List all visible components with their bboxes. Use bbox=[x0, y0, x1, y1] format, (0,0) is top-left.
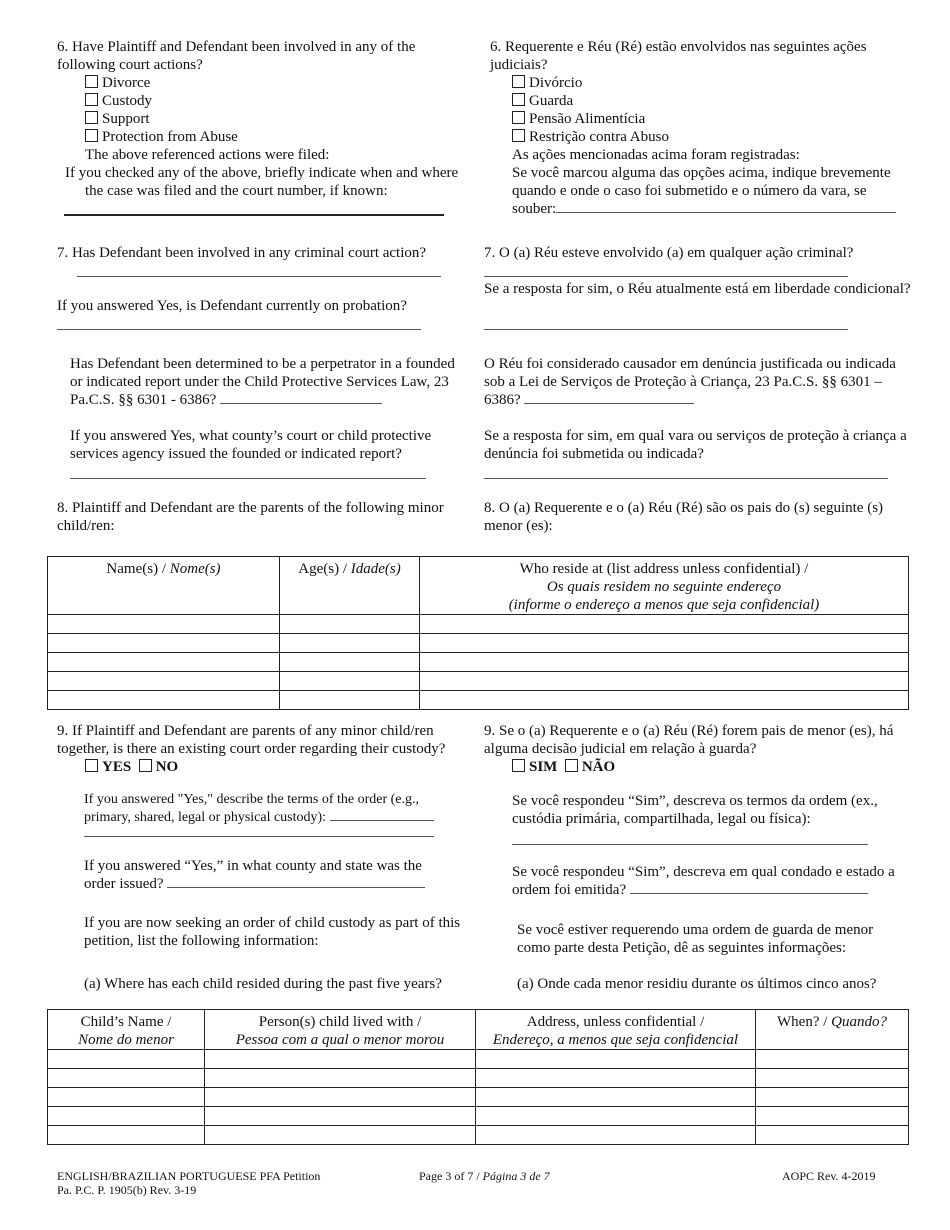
footer-page-number: Page 3 of 7 / Página 3 de 7 bbox=[419, 1169, 550, 1183]
table-row bbox=[48, 672, 909, 691]
q9-pt-where: Se você respondeu “Sim”, descreva em qual condado e estado a ordem foi emitida? bbox=[512, 864, 895, 898]
table-row bbox=[48, 1088, 909, 1107]
q7-en-county-line[interactable] bbox=[70, 478, 426, 479]
q9-pt-terms-line[interactable] bbox=[512, 844, 868, 845]
q6-en-filed: The above referenced actions were filed: bbox=[85, 147, 330, 163]
table-row bbox=[48, 1107, 909, 1126]
q7-en-probation: If you answered Yes, is Defendant currently on probation? bbox=[57, 298, 407, 314]
q7-pt-answer-line[interactable] bbox=[484, 276, 848, 277]
table-row bbox=[48, 615, 909, 634]
table-row bbox=[48, 691, 909, 710]
checkbox-icon[interactable] bbox=[85, 129, 98, 142]
sim-option[interactable]: SIM bbox=[512, 759, 557, 775]
q7-pt-perpetrator-line[interactable] bbox=[524, 391, 694, 404]
table-row bbox=[48, 1050, 909, 1069]
q9-en-question: 9. If Plaintiff and Defendant are parents of any minor child/ren together, is there an existing court order regarding their custody? bbox=[57, 723, 446, 757]
q6-en-answer-line[interactable] bbox=[64, 214, 444, 216]
q9-pt-resided: (a) Onde cada menor residiu durante os últimos cinco anos? bbox=[517, 976, 877, 992]
table-row bbox=[48, 1126, 909, 1145]
footer-left bbox=[57, 1169, 320, 1197]
nao-option[interactable]: NÃO bbox=[565, 759, 615, 775]
table-row bbox=[48, 653, 909, 672]
q9-en-resided: (a) Where has each child resided during the past five years? bbox=[84, 976, 442, 992]
col-child-name-header: Child’s Name / Nome do menor bbox=[48, 1010, 205, 1050]
checkbox-icon[interactable] bbox=[512, 129, 525, 142]
footer-form-name: ENGLISH/BRAZILIAN PORTUGUESE PFA Petition bbox=[57, 1169, 321, 1183]
residence-table bbox=[47, 1009, 909, 1145]
footer-aopc: AOPC Rev. 4-2019 bbox=[782, 1169, 876, 1183]
q7-pt-perpetrator: O Réu foi considerado causador em denúncia justificada ou indicada sob a Lei de Serviços de Proteção à Criança, 23 Pa.C.S. §§ 6301 – 6386? bbox=[484, 356, 896, 408]
q7-en-probation-line[interactable] bbox=[57, 329, 421, 330]
checkbox-icon[interactable] bbox=[139, 759, 152, 772]
q6-pt-answer-line[interactable] bbox=[556, 200, 896, 213]
q8-pt-question: 8. O (a) Requerente e o (a) Réu (Ré) são os pais do (s) seguinte (s) menor (es): bbox=[484, 500, 884, 534]
children-table-header bbox=[48, 557, 909, 615]
option-guarda[interactable]: Guarda bbox=[512, 92, 914, 110]
q9-en-terms: If you answered "Yes," describe the terms of the order (e.g., primary, shared, legal or physical custody): bbox=[84, 791, 444, 826]
col-when-header: When? / Quando? bbox=[756, 1010, 909, 1050]
q8-en-question: 8. Plaintiff and Defendant are the parents of the following minor child/ren: bbox=[57, 500, 444, 534]
option-pfa[interactable]: Protection from Abuse bbox=[85, 128, 467, 146]
q7-en-county: If you answered Yes, what county’s court or child protective services agency issued the founded or indicated report? bbox=[70, 428, 432, 462]
q7-en-answer-line[interactable] bbox=[77, 276, 441, 277]
q6-pt-options bbox=[484, 74, 914, 218]
option-divorcio[interactable]: Divórcio bbox=[512, 74, 914, 92]
checkbox-icon[interactable] bbox=[512, 93, 525, 106]
q9-pt-yes-no bbox=[484, 758, 914, 776]
table-row bbox=[48, 1069, 909, 1088]
q6-en-question: 6. Have Plaintiff and Defendant been involved in any of the following court actions? bbox=[57, 39, 416, 73]
q7-en-perpetrator-line[interactable] bbox=[220, 391, 382, 404]
residence-table-header bbox=[48, 1010, 909, 1050]
q9-pt-seeking: Se você estiver requerendo uma ordem de guarda de menor como parte desta Petição, dê as seguintes informações: bbox=[517, 922, 874, 956]
col-age-header: Age(s) / Idade(s) bbox=[280, 557, 420, 615]
checkbox-icon[interactable] bbox=[85, 111, 98, 124]
table-row bbox=[48, 634, 909, 653]
col-name-header: Name(s) / Nome(s) bbox=[48, 557, 280, 615]
q7-pt-question: 7. O (a) Réu esteve envolvido (a) em qualquer ação criminal? bbox=[484, 245, 854, 261]
q9-pt-where-line[interactable] bbox=[630, 881, 868, 894]
q9-en-yes-no bbox=[57, 758, 477, 776]
q6-pt bbox=[484, 38, 914, 218]
checkbox-icon[interactable] bbox=[512, 759, 525, 772]
q9-en bbox=[57, 722, 477, 776]
q7-en-question: 7. Has Defendant been involved in any criminal court action? bbox=[57, 245, 427, 261]
no-option[interactable]: NO bbox=[139, 759, 179, 775]
checkbox-icon[interactable] bbox=[512, 111, 525, 124]
q9-pt bbox=[484, 722, 914, 776]
checkbox-icon[interactable] bbox=[85, 759, 98, 772]
q7-pt-probation: Se a resposta for sim, o Réu atualmente está em liberdade condicional? bbox=[484, 281, 911, 297]
col-address-header: Who reside at (list address unless confidential) / Os quais residem no seguinte endereço (informe o endereço a menos que seja confidencial) bbox=[420, 557, 909, 615]
q6-en bbox=[57, 38, 467, 200]
option-divorce[interactable]: Divorce bbox=[85, 74, 467, 92]
q9-pt-question: 9. Se o (a) Requerente e o (a) Réu (Ré) forem pais de menor (es), há alguma decisão judicial em relação à guarda? bbox=[484, 723, 894, 757]
q9-en-where: If you answered “Yes,” in what county and state was the order issued? bbox=[84, 857, 454, 893]
q6-en-options bbox=[57, 74, 467, 164]
col-address-header: Address, unless confidential / Endereço, a menos que seja confidencial bbox=[476, 1010, 756, 1050]
q6-en-checked: If you checked any of the above, briefly indicate when and where the case was filed and the court number, if known: bbox=[65, 165, 459, 199]
yes-option[interactable]: YES bbox=[85, 759, 131, 775]
col-lived-with-header: Person(s) child lived with / Pessoa com a qual o menor morou bbox=[205, 1010, 476, 1050]
q6-pt-question: 6. Requerente e Réu (Ré) estão envolvidos nas seguintes ações judiciais? bbox=[490, 39, 867, 73]
q6-pt-checked: Se você marcou alguma das opções acima, indique brevemente quando e onde o caso foi submetido e o número da vara, se souber: bbox=[512, 164, 914, 218]
q9-en-terms-line2[interactable] bbox=[84, 836, 434, 837]
checkbox-icon[interactable] bbox=[512, 75, 525, 88]
q9-en-terms-line[interactable] bbox=[330, 808, 434, 821]
footer-rule: Pa. P.C. P. 1905(b) Rev. 3-19 bbox=[57, 1183, 197, 1197]
q7-pt-county-line[interactable] bbox=[484, 478, 888, 479]
q7-pt-probation-line[interactable] bbox=[484, 329, 848, 330]
q7-pt-county: Se a resposta for sim, em qual vara ou serviços de proteção à criança a denúncia foi submetida ou indicada? bbox=[484, 428, 907, 462]
checkbox-icon[interactable] bbox=[565, 759, 578, 772]
checkbox-icon[interactable] bbox=[85, 93, 98, 106]
option-pensao[interactable]: Pensão Alimentícia bbox=[512, 110, 914, 128]
q9-en-seeking: If you are now seeking an order of child custody as part of this petition, list the following information: bbox=[84, 915, 461, 949]
children-table bbox=[47, 556, 909, 710]
option-support[interactable]: Support bbox=[85, 110, 467, 128]
option-custody[interactable]: Custody bbox=[85, 92, 467, 110]
q7-en-perpetrator: Has Defendant been determined to be a perpetrator in a founded or indicated report under the Child Protective Services Law, 23 Pa.C.S. §§ 6301 - 6386? bbox=[70, 356, 455, 408]
option-restricao[interactable]: Restrição contra Abuso bbox=[512, 128, 914, 146]
q9-en-where-line[interactable] bbox=[167, 875, 425, 888]
q9-pt-terms: Se você respondeu “Sim”, descreva os termos da ordem (ex., custódia primária, compartilhada, legal ou física): bbox=[512, 793, 878, 827]
checkbox-icon[interactable] bbox=[85, 75, 98, 88]
q6-pt-filed: As ações mencionadas acima foram registradas: bbox=[512, 147, 800, 163]
